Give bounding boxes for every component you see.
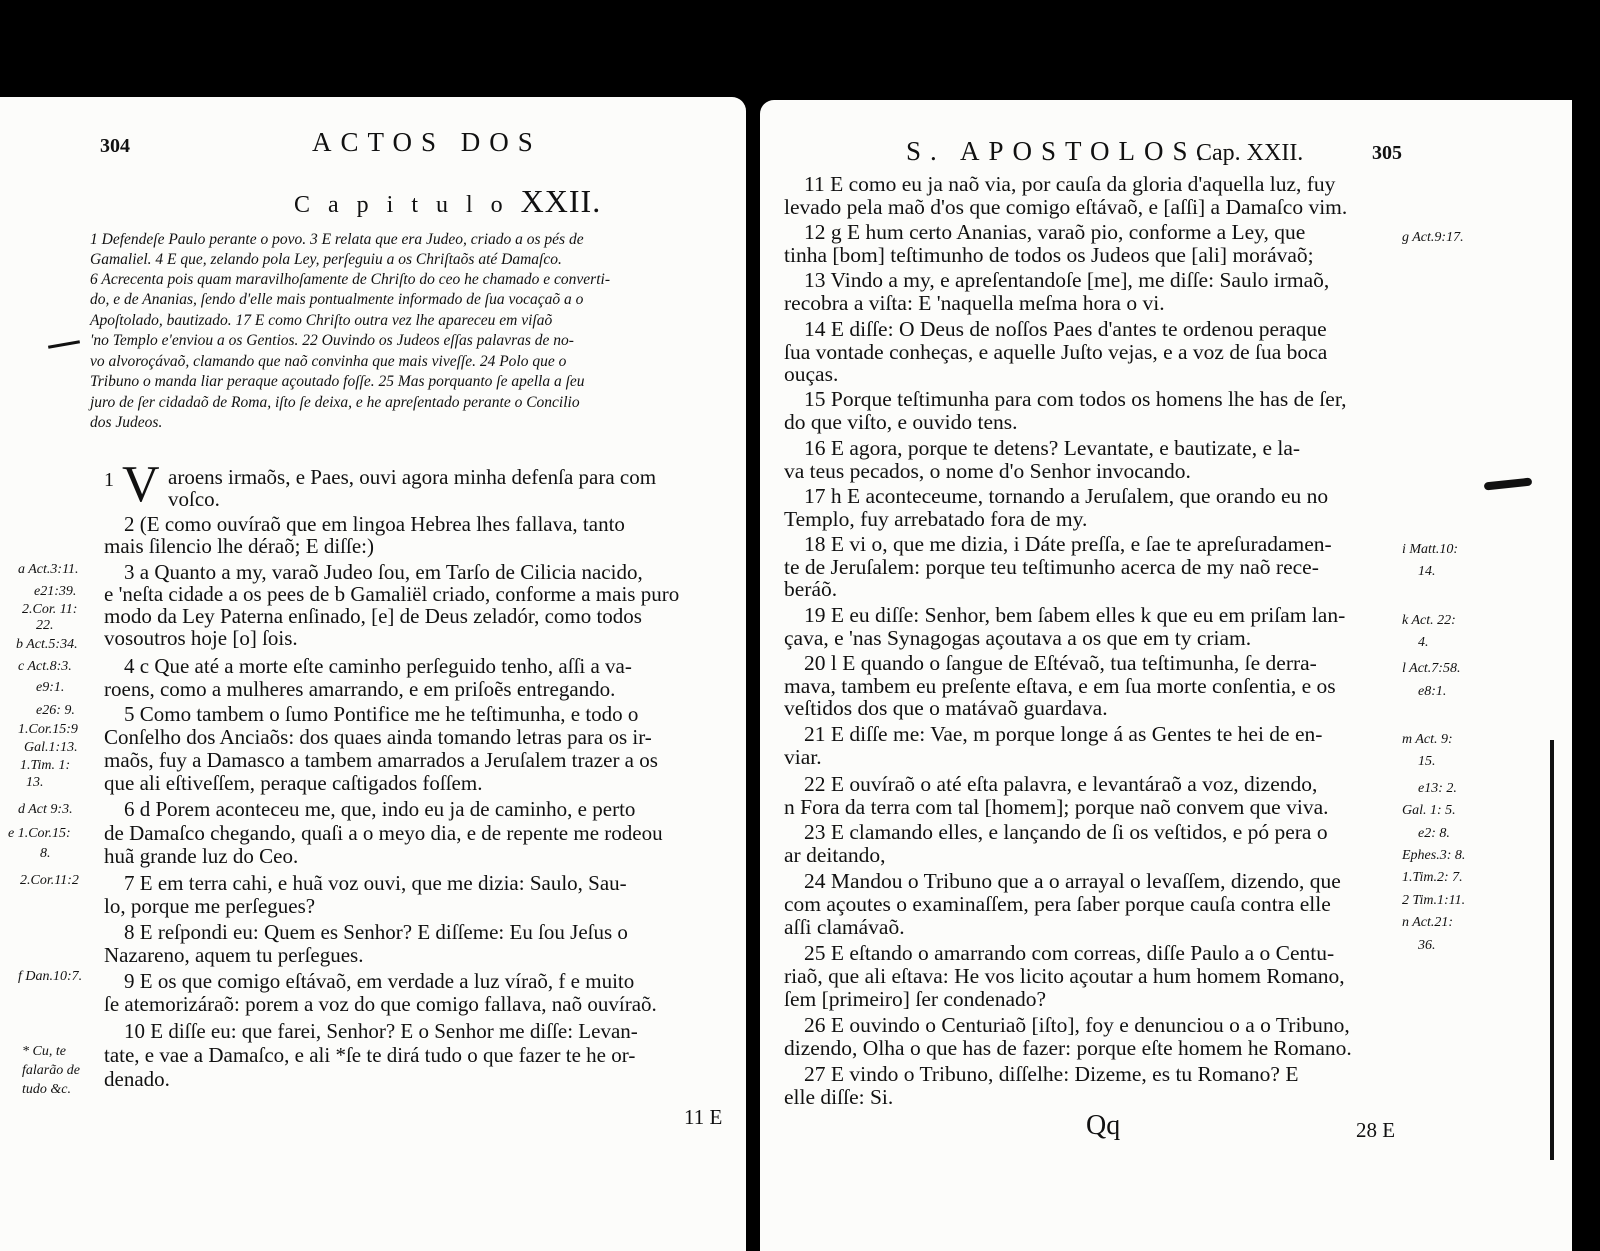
chapter-prefix: C a p i t u l o xyxy=(294,192,509,218)
margin-note: e8:1. xyxy=(1418,684,1447,699)
page-edge-line xyxy=(1550,740,1554,1160)
text-line: ouças. xyxy=(784,362,839,386)
margin-note: Gal.1:13. xyxy=(24,740,78,755)
text-line: viar. xyxy=(784,745,822,769)
text-line: levado pela maõ d'os que comigo eſtávaõ, e [aſſi] a Damaſco vim. xyxy=(784,195,1348,219)
margin-note: 2.Cor. 11: xyxy=(22,602,78,617)
margin-note: i Matt.10: xyxy=(1402,542,1458,557)
text-line: Conſelho dos Anciaõs: dos quaes ainda tomando letras para os ir- xyxy=(104,725,652,749)
text-line: 11 E como eu ja naõ via, por cauſa da gloria d'aquella luz, fuy xyxy=(804,172,1336,196)
text-line: 27 E vindo o Tribuno, diſſelhe: Dizeme, es tu Romano? E xyxy=(804,1062,1299,1086)
summary-line: 1 Defendeſe Paulo perante o povo. 3 E relata que era Judeo, criado a os pés de xyxy=(90,231,584,248)
catchword-left: 11 E xyxy=(684,1105,723,1129)
text-line: 15 Porque teſtimunha para com todos os homens lhe has de ſer, xyxy=(804,387,1347,411)
summary-line: vo alvoroçávaõ, clamando que naõ convinha que mais viveſſe. 24 Polo que o xyxy=(90,353,567,370)
text-line: do que viſto, e ouvido tens. xyxy=(784,410,1018,434)
summary-line: do, e de Ananias, ſendo d'elle mais pontualmente informado de ſua vocaçaõ a o xyxy=(90,291,584,308)
text-line: 8 E reſpondi eu: Quem es Senhor? E diſſeme: Eu ſou Jeſus o xyxy=(124,920,628,944)
verse-number: 1 xyxy=(104,469,114,491)
margin-note: e21:39. xyxy=(34,584,77,599)
text-line: 12 g E hum certo Ananias, varaõ pio, conforme a Ley, que xyxy=(804,220,1306,244)
margin-note: Ephes.3: 8. xyxy=(1402,848,1466,863)
text-line: 14 E diſſe: O Deus de noſſos Paes d'antes te ordenou peraque xyxy=(804,317,1327,341)
summary-line: dos Judeos. xyxy=(90,414,163,431)
margin-note: 36. xyxy=(1418,938,1436,953)
text-line: 25 E eſtando o amarrando com correas, diſſe Paulo a o Centu- xyxy=(804,941,1335,965)
margin-note: 13. xyxy=(26,775,44,790)
margin-note: 2 Tim.1:11. xyxy=(1402,893,1466,908)
text-line: aroens irmaõs, e Paes, ouvi agora minha defenſa para com xyxy=(168,465,657,489)
text-line: mais ſilencio lhe déraõ; E diſſe:) xyxy=(104,534,374,558)
text-line: elle diſſe: Si. xyxy=(784,1085,894,1109)
text-line: riaõ, que ali eſtava: He vos licito açoutar a hum homem Romano, xyxy=(784,964,1345,988)
margin-note: 22. xyxy=(36,618,54,633)
summary-line: Apoſtolado, bautizado. 17 E como Chriſto outra vez lhe apareceu em viſaõ xyxy=(90,312,553,329)
text-line: 2 (E como ouvíraõ que em lingoa Hebrea lhes fallava, tanto xyxy=(124,512,625,536)
right-page xyxy=(760,100,1572,1251)
margin-note: c Act.8:3. xyxy=(18,659,72,674)
margin-note: k Act. 22: xyxy=(1402,613,1456,628)
text-line: modo da Ley Paterna enſinado, [e] de Deus zeladór, como todos xyxy=(104,604,642,628)
text-line: Templo, fuy arrebatado fora de my. xyxy=(784,507,1088,531)
text-line: n Fora da terra com tal [homem]; porque naõ convem que viva. xyxy=(784,795,1329,819)
summary-line: juro de ſer cidadaõ de Roma, iſto ſe deixa, e he apreſentado perante o Concilio xyxy=(90,394,580,411)
margin-note: e 1.Cor.15: xyxy=(8,826,71,841)
margin-note: m Act. 9: xyxy=(1402,732,1453,747)
text-line: denado. xyxy=(104,1067,170,1091)
margin-note: 1.Tim.2: 7. xyxy=(1402,870,1463,885)
margin-note: d Act 9:3. xyxy=(18,802,73,817)
text-line: 7 E em terra cahi, e huã voz ouvi, que me dizia: Saulo, Sau- xyxy=(124,871,627,895)
text-line: 10 E diſſe eu: que farei, Senhor? E o Senhor me diſſe: Levan- xyxy=(124,1019,638,1043)
margin-note: 1.Cor.15:9 xyxy=(18,722,78,737)
text-line: te de Jeruſalem: porque teu teſtimunho acerca de my naõ rece- xyxy=(784,555,1319,579)
margin-note: tudo &c. xyxy=(22,1082,71,1097)
text-line: dizendo, Olha o que has de fazer: porque eſte homem he Romano. xyxy=(784,1036,1352,1060)
text-line: aſſi clamávaõ. xyxy=(784,915,905,939)
text-line: 13 Vindo a my, e apreſentandoſe [me], me diſſe: Saulo irmaõ, xyxy=(804,268,1330,292)
catchword-right: 28 E xyxy=(1356,1118,1396,1142)
text-line: va teus pecados, o nome d'o Senhor invocando. xyxy=(784,459,1191,483)
text-line: vosoutros hoje [o] ſois. xyxy=(104,626,298,650)
margin-note: 14. xyxy=(1418,564,1436,579)
text-line: çava, e 'nas Synagogas açoutava a os que em ty criam. xyxy=(784,626,1252,650)
chapter-number: XXII. xyxy=(520,183,602,219)
margin-note: 8. xyxy=(40,846,51,861)
text-line: 21 E diſſe me: Vae, m porque longe á as Gentes te hei de en- xyxy=(804,722,1323,746)
text-line: 6 d Porem aconteceu me, que, indo eu ja de caminho, e perto xyxy=(124,797,636,821)
text-line: veſtidos dos que o matávaõ guardava. xyxy=(784,696,1108,720)
text-line: ſua vontade conheças, e aquelle Juſto vejas, e a voz de ſua boca xyxy=(784,340,1328,364)
margin-note: f Dan.10:7. xyxy=(18,969,83,984)
margin-note: 4. xyxy=(1418,635,1429,650)
margin-note: 1.Tim. 1: xyxy=(20,758,71,773)
summary-line: Gamaliel. 4 E que, zelando pola Ley, perſeguiu a os Chriſtaõs até Damaſco. xyxy=(90,251,562,268)
text-line: com açoutes o examinaſſem, pera ſaber porque cauſa contra elle xyxy=(784,892,1331,916)
drop-capital: V xyxy=(122,456,160,513)
page-number-left: 304 xyxy=(100,135,130,157)
text-line: 16 E agora, porque te detens? Levantate, e bautizate, e la- xyxy=(804,436,1301,460)
margin-note: n Act.21: xyxy=(1402,915,1454,930)
text-line: ar deitando, xyxy=(784,843,886,867)
margin-note: a Act.3:11. xyxy=(18,562,79,577)
text-line: Nazareno, aquem tu perſegues. xyxy=(104,943,364,967)
text-line: huã grande luz do Ceo. xyxy=(104,844,299,868)
running-head-left: ACTOS DOS xyxy=(312,127,542,157)
text-line: que ali eſtiveſſem, peraque caſtigados foſſem. xyxy=(104,771,483,795)
text-line: roens, como a mulheres amarrando, e em priſoẽs entregando. xyxy=(104,677,616,701)
text-line: 5 Como tambem o ſumo Pontifice me he teſtimunha, e todo o xyxy=(124,702,639,726)
summary-line: Tribuno o manda liar peraque açoutado foſſe. 25 Mas porquanto ſe apella a ſeu xyxy=(90,373,585,390)
text-line: 20 l E quando o ſangue de Eſtévaõ, tua teſtimunha, ſe derra- xyxy=(804,651,1317,675)
margin-note: b Act.5:34. xyxy=(16,637,78,652)
text-line: 23 E clamando elles, e lançando de ſi os veſtidos, e pó pera o xyxy=(804,820,1328,844)
margin-note: 2.Cor.11:2 xyxy=(20,873,79,888)
text-line: recobra a viſta: E 'naquella meſma hora o vi. xyxy=(784,291,1165,315)
text-line: 22 E ouvíraõ o até eſta palavra, e levantáraõ a voz, dizendo, xyxy=(804,772,1318,796)
chapter-heading xyxy=(294,183,601,220)
text-line: 19 E eu diſſe: Senhor, bem ſabem elles k que eu em priſam lan- xyxy=(804,603,1346,627)
running-head-right: S. APOSTOLOS. xyxy=(906,136,1213,166)
margin-note: e26: 9. xyxy=(36,703,75,718)
margin-note: falarão de xyxy=(22,1063,80,1078)
text-line: 9 E os que comigo eſtávaõ, em verdade a luz víraõ, f e muito xyxy=(124,969,635,993)
chapter-reference: Cap. XXII. xyxy=(1196,140,1304,166)
summary-line: 'no Templo e'enviou a os Gentios. 22 Ouvindo os Judeos eſſas palavras de no- xyxy=(90,332,574,349)
margin-note: e9:1. xyxy=(36,680,65,695)
text-line: tinha [bom] teſtimunho de todos os Judeos que [ali] morávaõ; xyxy=(784,243,1314,267)
margin-note: Gal. 1: 5. xyxy=(1402,803,1456,818)
text-line: ſem [primeiro] ſer condenado? xyxy=(784,987,1047,1011)
text-line: 18 E vi o, que me dizia, i Dáte preſſa, e ſae te apreſuradamen- xyxy=(804,532,1332,556)
ink-mark xyxy=(48,340,80,349)
text-line: tate, e vae a Damaſco, e ali *ſe te dirá tudo o que fazer te he or- xyxy=(104,1043,636,1067)
signature-mark: Qq xyxy=(1086,1110,1121,1141)
text-line: maõs, fuy a Damasco a tambem amarrados a Jeruſalem trazer a os xyxy=(104,748,658,772)
text-line: 26 E ouvindo o Centuriaõ [iſto], foy e denunciou o a o Tribuno, xyxy=(804,1013,1350,1037)
text-line: de Damaſco chegando, quaſi a o meyo dia, e de repente me rodeou xyxy=(104,821,663,845)
margin-note: e13: 2. xyxy=(1418,781,1457,796)
text-line: lo, porque me perſegues? xyxy=(104,894,316,918)
text-line: mava, tambem eu preſente eſtava, e em ſua morte conſentia, e os xyxy=(784,674,1336,698)
margin-note: l Act.7:58. xyxy=(1402,661,1461,676)
left-page xyxy=(0,97,746,1251)
text-line: 3 a Quanto a my, varaõ Judeo ſou, em Tarſo de Cilicia nacido, xyxy=(124,560,643,584)
text-line: 17 h E aconteceume, tornando a Jeruſalem, que orando eu no xyxy=(804,484,1329,508)
summary-line: 6 Acrecenta pois quam maravilhoſamente de Chriſto do ceo he chamado e converti- xyxy=(90,271,610,288)
text-line: 4 c Que até a morte eſte caminho perſeguido tenho, aſſi a va- xyxy=(124,654,632,678)
text-line: ſe atemorizáraõ: porem a voz do que comigo fallava, naõ ouvíraõ. xyxy=(104,992,657,1016)
margin-note: g Act.9:17. xyxy=(1402,230,1464,245)
text-line: voſco. xyxy=(168,487,220,511)
text-line: beráõ. xyxy=(784,577,838,601)
text-line: e 'neſta cidade a os pees de b Gamaliël criado, conforme a mais puro xyxy=(104,582,680,606)
margin-note: 15. xyxy=(1418,754,1436,769)
margin-note: e2: 8. xyxy=(1418,826,1450,841)
margin-note: * Cu, te xyxy=(22,1044,66,1059)
text-line: 24 Mandou o Tribuno que a o arrayal o levaſſem, dizendo, que xyxy=(804,869,1341,893)
page-number-right: 305 xyxy=(1372,142,1402,164)
ink-mark xyxy=(1484,478,1533,491)
